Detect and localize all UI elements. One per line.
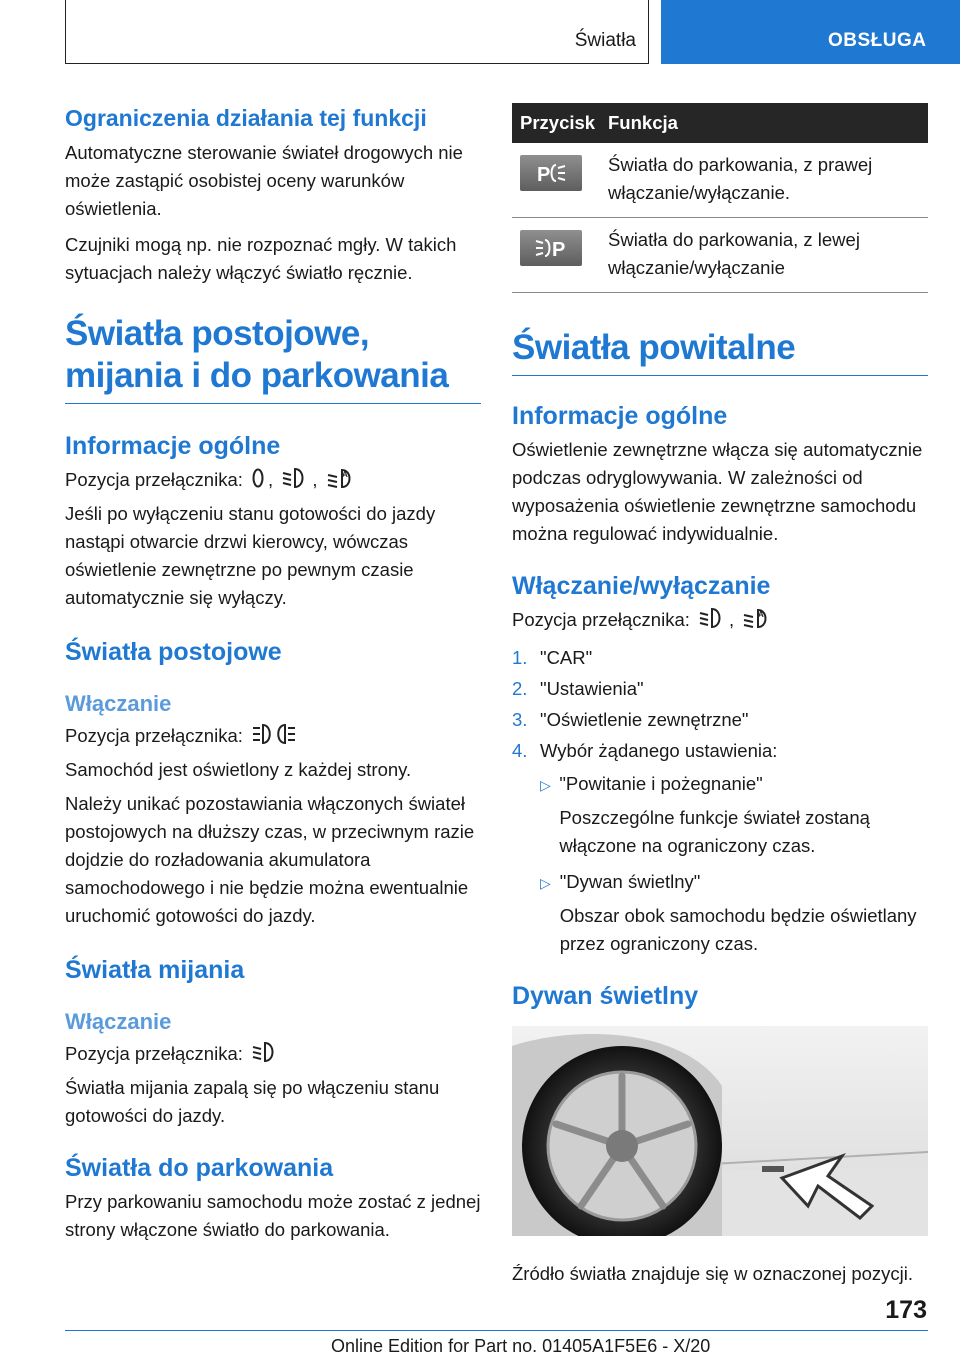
table-row — [512, 218, 928, 293]
left-column — [65, 103, 481, 1244]
table-function-cell: Światła do parkowania, z prawej włączanie/wyłączanie. — [608, 154, 873, 203]
low-beam-paragraph: Światła mijania zapalą się po włączeniu stanu gotowości do jazdy. — [65, 1077, 440, 1126]
switch-positions-line: Pozycja przełącznika: , , A — [65, 466, 481, 494]
parking-paragraph-2: Należy unikać pozostawiania włączonych świateł postojowych na dłuższy czas, w przeciwnym razie dojdzie do rozładowania akumulatora samochodowego i nie będzie można ewentualnie uruchomić gotowości do jazdy. — [65, 793, 475, 926]
svg-text:A: A — [341, 470, 348, 479]
low-beam-switch-line: Pozycja przełącznika: — [65, 1040, 481, 1068]
welcome-general-heading: Informacje ogólne — [512, 402, 728, 430]
light-carpet-heading: Dywan świetlny — [512, 982, 699, 1010]
list-item: 1. "CAR" — [512, 647, 593, 668]
list-item: 4. Wybór żądanego ustawienia: — [512, 740, 778, 761]
header-section-title: Światła — [574, 30, 636, 51]
parking-light-left-icon — [520, 230, 582, 266]
right-column — [512, 103, 928, 1288]
low-beam-icon — [251, 1041, 279, 1063]
onoff-switch-line: Pozycja przełącznika: , A — [512, 606, 928, 634]
main-section-heading: Światła postojowe, mijania i do parkowania — [65, 313, 481, 404]
list-arrow-icon: ▷ — [540, 777, 551, 793]
low-beam-heading: Światła mijania — [65, 956, 245, 984]
light-carpet-photo — [512, 1026, 928, 1236]
parking-on-heading: Włączanie — [65, 691, 172, 716]
page-number: 173 — [885, 1296, 927, 1324]
footer-rule — [65, 1330, 928, 1331]
parking-light-heading: Światła do parkowania — [65, 1154, 334, 1182]
limits-paragraph-1: Automatyczne sterowanie świateł drogowych nie może zastąpić osobistej oceny warunków oświetlenia. — [65, 142, 463, 219]
off-position-icon — [251, 467, 265, 489]
limits-heading: Ograniczenia działania tej funkcji — [65, 105, 427, 131]
welcome-general-paragraph: Oświetlenie zewnętrzne włącza się automatycznie podczas odryglowywania. W zależności od wyposażenia oświetlenie zewnętrzne samochodu można regulować indywidualnie. — [512, 439, 923, 544]
low-beam-icon — [281, 467, 309, 489]
header-chapter-title: OBSŁUGA — [828, 30, 927, 51]
parking-light-right-icon — [520, 155, 582, 191]
parking-light-paragraph: Przy parkowaniu samochodu może zostać z jednej strony włączone światło do parkowania. — [65, 1191, 481, 1240]
low-beam-icon — [698, 607, 726, 629]
svg-text:P: P — [552, 239, 566, 260]
auto-light-icon — [742, 607, 770, 629]
limits-paragraph-2: Czujniki mogą np. nie rozpoznać mgły. W takich sytuacjach należy włączyć światło ręcznie. — [65, 234, 457, 283]
list-item: 2. "Ustawienia" — [512, 678, 644, 699]
low-beam-on-heading: Włączanie — [65, 1009, 172, 1034]
photo-caption: Źródło światła znajduje się w oznaczonej pozycji. — [512, 1263, 914, 1284]
button-function-table — [512, 103, 928, 293]
welcome-lights-heading: Światła powitalne — [512, 327, 928, 376]
option-item: ▷ "Powitanie i pożegnanie" Poszczególne funkcje świateł zostaną włączone na ograniczony czas. — [540, 770, 928, 860]
option-item: ▷ "Dywan świetlny" Obszar obok samochodu będzie oświetlany przez ograniczony czas. — [540, 868, 928, 958]
footer-edition: Online Edition for Part no. 01405A1F5E6 - X/20 — [331, 1336, 711, 1356]
list-item: 3. "Oświetlenie zewnętrzne" — [512, 709, 749, 730]
parking-lights-heading: Światła postojowe — [65, 638, 282, 666]
general-info-paragraph: Jeśli po wyłączeniu stanu gotowości do jazdy nastąpi otwarcie drzwi kierowcy, wówczas oświetlenie zewnętrzne po pewnym czasie automatycznie się wyłączy. — [65, 503, 436, 608]
table-function-cell: Światła do parkowania, z lewej włączanie/wyłączanie — [608, 229, 860, 278]
header-chapter-tab — [661, 0, 960, 64]
general-info-heading: Informacje ogólne — [65, 432, 281, 460]
svg-text:P: P — [537, 164, 551, 185]
steps-list — [512, 642, 928, 958]
table-header — [512, 103, 928, 143]
switch-label: Pozycja przełącznika: — [65, 469, 243, 490]
onoff-heading: Włączanie/wyłączanie — [512, 572, 771, 600]
auto-light-icon — [326, 467, 354, 489]
table-header-function: Funkcja — [608, 112, 678, 133]
table-header-button: Przycisk — [520, 112, 596, 133]
parking-paragraph-1: Samochód jest oświetlony z każdej strony. — [65, 759, 412, 780]
table-row — [512, 143, 928, 218]
parking-light-icon — [251, 723, 297, 745]
header-section-box — [65, 0, 649, 64]
svg-text:A: A — [758, 610, 765, 619]
list-arrow-icon: ▷ — [540, 875, 551, 891]
parking-switch-line: Pozycja przełącznika: — [65, 722, 481, 750]
